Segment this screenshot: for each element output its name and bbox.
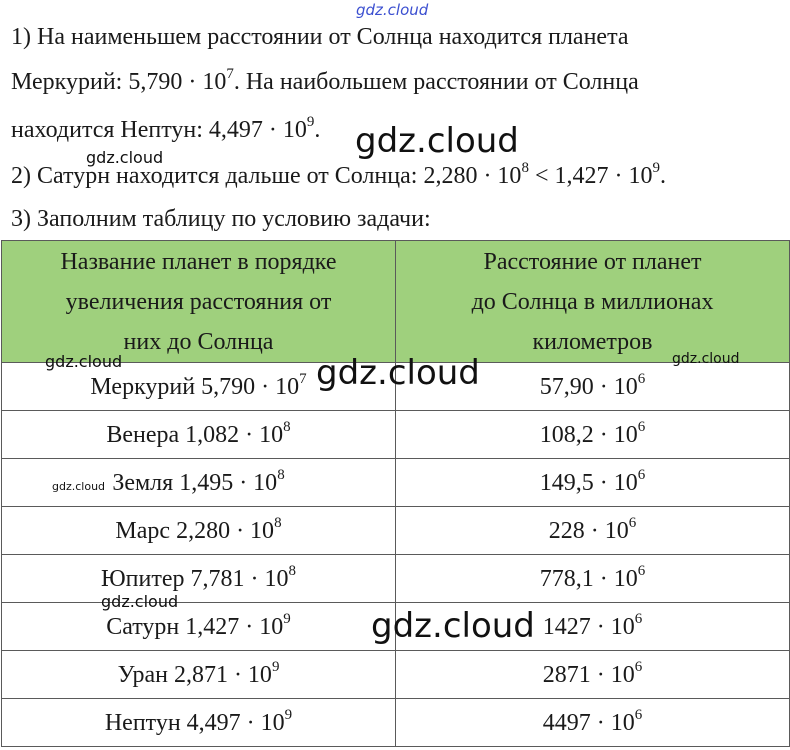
distance-exponent: 6: [634, 706, 643, 723]
table-row: [2, 411, 790, 459]
distance-value: 108,2 · 10: [539, 421, 638, 448]
header-col1-line: увеличения расстояния от: [65, 288, 332, 315]
planet-label: Уран 2,871 · 10: [117, 661, 272, 688]
planet-label: Нептун 4,497 · 10: [104, 709, 285, 736]
distance-value: 4497 · 10: [542, 709, 635, 736]
planet-label: Марс 2,280 · 10: [115, 517, 275, 544]
distance-value: 778,1 · 10: [539, 565, 638, 592]
watermark: gdz.cloud: [45, 352, 123, 371]
distance-cell: [396, 459, 790, 507]
header-col2-line: километров: [532, 328, 653, 355]
planet-exponent: 8: [277, 466, 285, 483]
distance-exponent: 6: [637, 562, 646, 579]
distance-exponent: 6: [634, 658, 643, 675]
header-distance: [396, 241, 790, 363]
planet-label: Земля 1,495 · 10: [112, 469, 278, 496]
header-col1-line: них до Солнца: [123, 328, 274, 355]
distance-cell: [396, 411, 790, 459]
intro-line-4-text-b: < 1,427 · 10: [528, 163, 653, 189]
distance-exponent: 6: [637, 466, 646, 483]
table-row: [2, 699, 790, 747]
distance-cell: [396, 699, 790, 747]
planet-label: Сатурн 1,427 · 10: [106, 613, 284, 640]
intro-line-2-rest: . На наибольшем расстоянии от Солнца: [233, 69, 639, 95]
table-row: [2, 651, 790, 699]
distance-cell: [396, 651, 790, 699]
distance-value: 228 · 10: [548, 517, 629, 544]
distance-exponent: 6: [628, 514, 637, 531]
distance-exponent: 6: [637, 370, 646, 387]
planet-exponent: 9: [284, 706, 293, 723]
header-col2-line: Расстояние от планет: [483, 248, 702, 275]
intro-line-1: 1) На наименьшем расстоянии от Солнца находится планета: [11, 24, 629, 50]
table-row: [2, 459, 790, 507]
watermark: gdz.cloud: [355, 121, 519, 161]
planets-table: [1, 240, 790, 747]
intro-line-3: [11, 114, 321, 143]
distance-value: 1427 · 10: [542, 613, 635, 640]
planet-cell: [2, 555, 396, 603]
watermark: gdz.cloud: [316, 353, 480, 393]
planet-cell: [2, 411, 396, 459]
watermark: gdz.cloud: [371, 606, 535, 646]
distance-value: 57,90 · 10: [539, 373, 638, 400]
distance-exponent: 6: [637, 418, 646, 435]
distance-cell: [396, 555, 790, 603]
table-header-row: [2, 241, 790, 363]
planet-exponent: 7: [299, 370, 307, 387]
intro-line-2-text: Меркурий: 5,790 · 10: [11, 69, 227, 95]
distance-value: 149,5 · 10: [539, 469, 638, 496]
planet-cell: [2, 603, 396, 651]
planet-cell: [2, 699, 396, 747]
watermark: gdz.cloud: [86, 148, 164, 167]
intro-line-4: [11, 160, 666, 189]
distance-cell: [396, 507, 790, 555]
planet-label: Меркурий 5,790 · 10: [90, 373, 300, 400]
intro-line-4-exponent-b: 9: [652, 160, 660, 176]
planet-label: Венера 1,082 · 10: [106, 421, 284, 448]
intro-line-2-exponent: 7: [226, 66, 234, 82]
header-col2-line: до Солнца в миллионах: [471, 288, 714, 315]
table-row: [2, 507, 790, 555]
watermark: gdz.cloud: [672, 351, 740, 367]
planet-exponent: 8: [288, 562, 296, 579]
planet-cell: [2, 507, 396, 555]
intro-line-3-text: находится Нептун: 4,497 · 10: [11, 117, 307, 143]
intro-line-4-rest: .: [659, 163, 666, 189]
planet-exponent: 8: [283, 418, 291, 435]
intro-line-5: 3) Заполним таблицу по условию задачи:: [11, 206, 431, 232]
planet-exponent: 8: [274, 514, 282, 531]
distance-value: 2871 · 10: [542, 661, 635, 688]
planet-cell: [2, 651, 396, 699]
intro-line-3-exponent: 9: [306, 114, 315, 130]
intro-line-4-exponent-a: 8: [521, 160, 529, 176]
distance-exponent: 6: [634, 610, 643, 627]
header-planet-names: [2, 241, 396, 363]
intro-line-4-text-a: 2) Сатурн находится дальше от Солнца: 2,280 · 10: [11, 163, 522, 189]
intro-line-3-rest: .: [314, 117, 321, 143]
table-body: [2, 363, 790, 747]
planet-exponent: 9: [271, 658, 280, 675]
watermark: gdz.cloud: [52, 480, 106, 493]
header-col1-line: Название планет в порядке: [60, 248, 337, 275]
watermark: gdz.cloud: [101, 592, 179, 611]
watermark-top: gdz.cloud: [356, 1, 429, 19]
planet-exponent: 9: [283, 610, 291, 627]
planet-label: Юпитер 7,781 · 10: [101, 565, 289, 592]
intro-line-2: [11, 66, 639, 95]
